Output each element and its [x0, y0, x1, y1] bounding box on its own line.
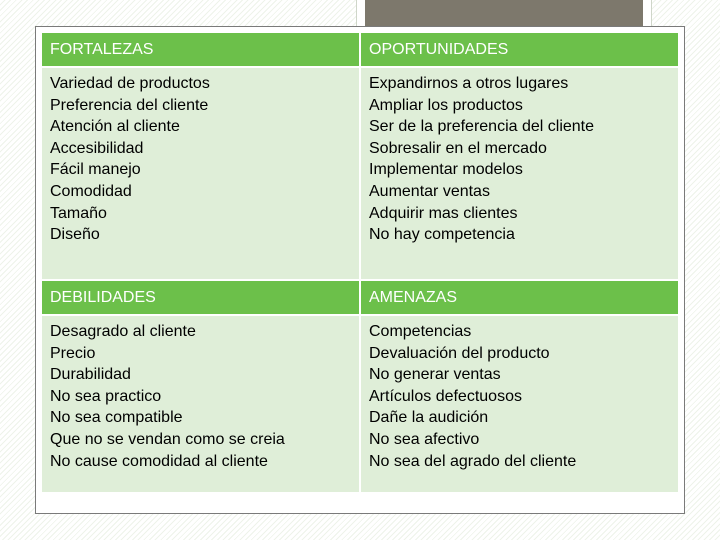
list-item: Expandirnos a otros lugares	[369, 75, 569, 92]
header-row-bottom	[42, 281, 678, 314]
opportunities-header: OPORTUNIDADES	[361, 33, 678, 66]
content-row-top	[42, 68, 678, 279]
list-item: Diseño	[50, 226, 100, 244]
threats-list	[361, 316, 678, 492]
list-item: Atención al cliente	[50, 118, 180, 136]
list-item: Tamaño	[50, 204, 107, 222]
list-item: Aumentar ventas	[369, 182, 490, 200]
header-row-top	[42, 33, 678, 66]
strengths-header: FORTALEZAS	[42, 33, 359, 66]
list-item: No cause comodidad al cliente	[50, 452, 268, 470]
list-item: Durabilidad	[50, 366, 131, 384]
list-item: Devaluación del producto	[369, 344, 550, 362]
list-item: Desagrado al cliente	[50, 323, 196, 340]
list-item: Artículos defectuosos	[369, 387, 522, 405]
list-item: Precio	[50, 344, 96, 362]
list-item: Que no se vendan como se creia	[50, 430, 285, 448]
list-item: Ser de la preferencia del cliente	[369, 118, 595, 136]
slide-top-tab	[356, 0, 652, 28]
slide-top-tab-bar	[365, 0, 643, 28]
list-item: Accesibilidad	[50, 139, 144, 157]
list-item: Dañe la audición	[369, 409, 489, 427]
list-item: Competencias	[369, 323, 472, 340]
content-row-bottom	[42, 316, 678, 492]
list-item: Preferencia del cliente	[50, 96, 209, 114]
list-item: No sea del agrado del cliente	[369, 452, 577, 470]
weaknesses-list	[42, 316, 359, 492]
list-item: No sea afectivo	[369, 430, 480, 448]
opportunities-list	[361, 68, 678, 279]
list-item: Variedad de productos	[50, 75, 210, 92]
list-item: Adquirir mas clientes	[369, 204, 518, 222]
strengths-list	[42, 68, 359, 279]
list-item: Ampliar los productos	[369, 96, 523, 114]
list-item: Comodidad	[50, 182, 132, 200]
list-item: No hay competencia	[369, 226, 515, 244]
list-item: Fácil manejo	[50, 161, 141, 179]
swot-table	[42, 33, 678, 492]
list-item: No sea compatible	[50, 409, 183, 427]
list-item: Implementar modelos	[369, 161, 523, 179]
weaknesses-header: DEBILIDADES	[42, 281, 359, 314]
list-item: No generar ventas	[369, 366, 501, 384]
list-item: Sobresalir en el mercado	[369, 139, 547, 157]
list-item: No sea practico	[50, 387, 162, 405]
threats-header: AMENAZAS	[361, 281, 678, 314]
